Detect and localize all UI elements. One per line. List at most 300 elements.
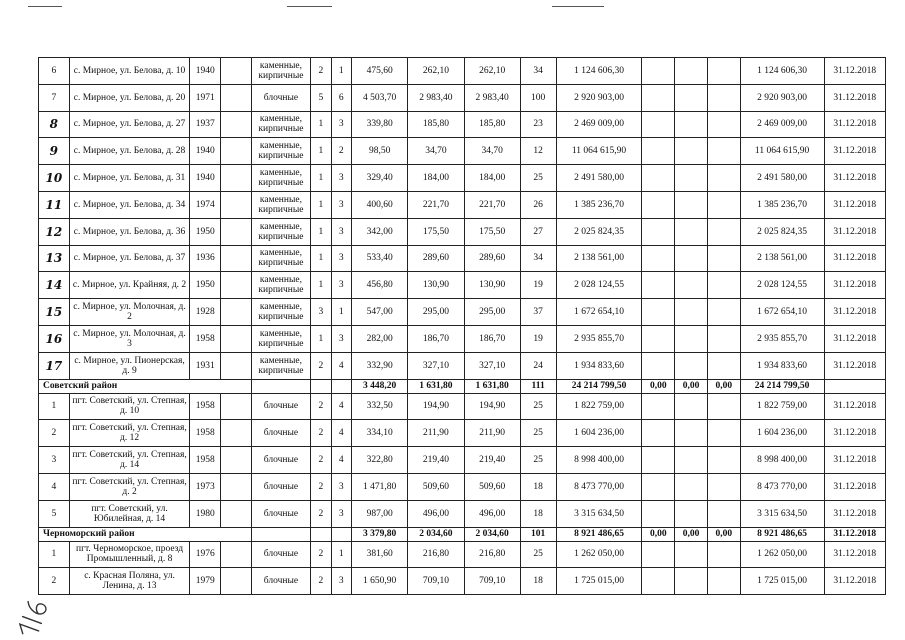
living-area-cell: 496,00 [408,500,464,527]
wall-material-cell: каменные, кирпичные [251,58,310,85]
floors-cell: 2 [311,352,331,379]
residents-count-cell: 100 [520,84,556,111]
fund-cell-2 [675,299,708,326]
address-cell: с. Мирное, ул. Белова, д. 10 [69,58,190,85]
fund-cell-1 [642,272,675,299]
total-area-cell: 98,50 [352,138,408,165]
fund-cell-2 [675,191,708,218]
entrances-cell: 3 [331,191,351,218]
living-area-cell: 509,60 [408,473,464,500]
row-number: 10 [39,165,70,192]
table-row [39,325,886,352]
residents-count-cell: 18 [520,473,556,500]
entrances-cell: 4 [331,352,351,379]
table-row [39,111,886,138]
fund-cell-3 [707,111,740,138]
empty-cell [221,500,252,527]
address-cell: с. Мирное, ул. Белова, д. 34 [69,191,190,218]
address-cell: с. Мирное, ул. Белова, д. 31 [69,165,190,192]
year-cell: 1973 [190,473,221,500]
district-total-row [39,527,886,541]
fund-cell-1 [642,245,675,272]
top-rule-middle [287,6,332,7]
table-row [39,299,886,326]
entrances-cell: 4 [331,393,351,420]
total-area-cell: 339,80 [352,111,408,138]
living-area-cell: 327,10 [408,352,464,379]
row-number: 1 [39,393,70,420]
row-number: 3 [39,447,70,474]
fund-cell-2 [675,393,708,420]
row-number: 15 [39,299,70,326]
wall-material-cell: блочные [251,500,310,527]
fund-cell-2: 0,00 [675,527,708,541]
fund-cell-3 [707,165,740,192]
empty-cell [251,379,310,393]
living-area-cell: 185,80 [408,111,464,138]
year-cell: 1979 [190,568,221,595]
address-cell: с. Мирное, ул. Молочная, д. 3 [69,325,190,352]
fund-cell-1: 0,00 [642,379,675,393]
address-cell: с. Мирное, ул. Пионерская, д. 9 [69,352,190,379]
total-area-cell: 1 650,90 [352,568,408,595]
row-number: 17 [39,352,70,379]
entrances-cell: 3 [331,111,351,138]
empty-cell [221,541,252,568]
cost-cell: 8 473 770,00 [556,473,642,500]
deadline-date-cell: 31.12.2018 [824,245,886,272]
empty-cell [221,245,252,272]
living-area-cell: 130,90 [408,272,464,299]
empty-cell [221,272,252,299]
entrances-cell: 3 [331,568,351,595]
year-cell: 1976 [190,541,221,568]
floors-cell: 1 [311,111,331,138]
row-number: 4 [39,473,70,500]
deadline-date-cell: 31.12.2018 [824,218,886,245]
fund-cell-3 [707,84,740,111]
table-row [39,420,886,447]
living-area-cell: 186,70 [408,325,464,352]
year-cell: 1950 [190,272,221,299]
row-number: 7 [39,84,70,111]
address-cell: с. Мирное, ул. Белова, д. 27 [69,111,190,138]
year-cell: 1936 [190,245,221,272]
total-area-cell: 3 448,20 [352,379,408,393]
total-cost-cell: 2 025 824,35 [740,218,824,245]
table-body [39,58,886,595]
cost-cell: 2 138 561,00 [556,245,642,272]
empty-cell [311,527,331,541]
total-area-cell: 475,60 [352,58,408,85]
entrances-cell: 6 [331,84,351,111]
total-area-cell: 547,00 [352,299,408,326]
wall-material-cell: блочные [251,420,310,447]
floors-cell: 1 [311,325,331,352]
fund-cell-3 [707,447,740,474]
deadline-date-cell: 31.12.2018 [824,84,886,111]
table-row [39,138,886,165]
wall-material-cell: каменные, кирпичные [251,352,310,379]
total-area-cell: 3 379,80 [352,527,408,541]
fund-cell-3 [707,325,740,352]
fund-cell-3 [707,393,740,420]
residents-count-cell: 34 [520,58,556,85]
resident-area-cell: 219,40 [464,447,520,474]
cost-cell: 24 214 799,50 [556,379,642,393]
resident-area-cell: 262,10 [464,58,520,85]
address-cell: с. Мирное, ул. Белова, д. 36 [69,218,190,245]
residents-count-cell: 34 [520,245,556,272]
fund-cell-2 [675,245,708,272]
row-number: 2 [39,568,70,595]
cost-cell: 2 920 903,00 [556,84,642,111]
table-row [39,245,886,272]
total-cost-cell: 1 934 833,60 [740,352,824,379]
deadline-date-cell: 31.12.2018 [824,165,886,192]
entrances-cell: 4 [331,447,351,474]
floors-cell: 2 [311,473,331,500]
wall-material-cell: блочные [251,447,310,474]
wall-material-cell: каменные, кирпичные [251,191,310,218]
wall-material-cell: блочные [251,393,310,420]
wall-material-cell: каменные, кирпичные [251,218,310,245]
entrances-cell: 1 [331,299,351,326]
deadline-date-cell: 31.12.2018 [824,393,886,420]
floors-cell: 1 [311,165,331,192]
fund-cell-1 [642,568,675,595]
resident-area-cell: 327,10 [464,352,520,379]
fund-cell-1 [642,500,675,527]
floors-cell: 2 [311,568,331,595]
empty-cell [221,84,252,111]
fund-cell-3 [707,58,740,85]
living-area-cell: 221,70 [408,191,464,218]
top-rule-right [552,6,604,7]
residents-count-cell: 18 [520,500,556,527]
resident-area-cell: 2 983,40 [464,84,520,111]
residents-count-cell: 23 [520,111,556,138]
year-cell: 1974 [190,191,221,218]
wall-material-cell: каменные, кирпичные [251,272,310,299]
total-cost-cell: 2 935 855,70 [740,325,824,352]
residents-count-cell: 25 [520,393,556,420]
total-cost-cell: 8 998 400,00 [740,447,824,474]
row-number: 1 [39,541,70,568]
row-number: 6 [39,58,70,85]
fund-cell-1 [642,111,675,138]
wall-material-cell: каменные, кирпичные [251,111,310,138]
residents-count-cell: 18 [520,568,556,595]
empty-cell [221,191,252,218]
cost-cell: 1 124 606,30 [556,58,642,85]
fund-cell-2 [675,138,708,165]
total-cost-cell: 1 822 759,00 [740,393,824,420]
residents-count-cell: 101 [520,527,556,541]
deadline-date-cell: 31.12.2018 [824,111,886,138]
top-rule-left [28,6,62,7]
resident-area-cell: 130,90 [464,272,520,299]
entrances-cell: 3 [331,218,351,245]
floors-cell: 2 [311,58,331,85]
fund-cell-3 [707,568,740,595]
resident-area-cell: 496,00 [464,500,520,527]
living-area-cell: 216,80 [408,541,464,568]
row-number: 8 [39,111,70,138]
residents-count-cell: 24 [520,352,556,379]
fund-cell-3 [707,420,740,447]
empty-cell [221,325,252,352]
district-total-row [39,379,886,393]
address-cell: пгт. Советский, ул. Степная, д. 10 [69,393,190,420]
resident-area-cell: 34,70 [464,138,520,165]
entrances-cell: 3 [331,473,351,500]
address-cell: с. Мирное, ул. Крайняя, д. 2 [69,272,190,299]
total-area-cell: 533,40 [352,245,408,272]
empty-cell [221,568,252,595]
entrances-cell: 3 [331,325,351,352]
resident-area-cell: 2 034,60 [464,527,520,541]
total-cost-cell: 1 672 654,10 [740,299,824,326]
living-area-cell: 194,90 [408,393,464,420]
fund-cell-1 [642,352,675,379]
cost-cell: 1 385 236,70 [556,191,642,218]
wall-material-cell: блочные [251,568,310,595]
cost-cell: 2 491 580,00 [556,165,642,192]
address-cell: пгт. Советский, ул. Степная, д. 14 [69,447,190,474]
empty-cell [221,420,252,447]
deadline-date-cell: 31.12.2018 [824,541,886,568]
total-cost-cell: 11 064 615,90 [740,138,824,165]
total-cost-cell: 3 315 634,50 [740,500,824,527]
fund-cell-3 [707,500,740,527]
deadline-date-cell: 31.12.2018 [824,299,886,326]
floors-cell: 5 [311,84,331,111]
fund-cell-1 [642,541,675,568]
fund-cell-2 [675,568,708,595]
resident-area-cell: 289,60 [464,245,520,272]
total-cost-cell: 1 385 236,70 [740,191,824,218]
district-name: Советский район [39,379,252,393]
floors-cell: 1 [311,138,331,165]
empty-cell [221,447,252,474]
total-area-cell: 332,90 [352,352,408,379]
empty-cell [221,58,252,85]
year-cell: 1940 [190,165,221,192]
empty-cell [221,473,252,500]
fund-cell-3 [707,272,740,299]
address-cell: с. Мирное, ул. Молочная, д. 2 [69,299,190,326]
fund-cell-1 [642,138,675,165]
fund-cell-3 [707,218,740,245]
fund-cell-1 [642,420,675,447]
table-row [39,541,886,568]
cost-cell: 2 025 824,35 [556,218,642,245]
cost-cell: 2 469 009,00 [556,111,642,138]
fund-cell-3: 0,00 [707,527,740,541]
residents-count-cell: 27 [520,218,556,245]
residents-count-cell: 25 [520,165,556,192]
residents-count-cell: 19 [520,325,556,352]
cost-cell: 11 064 615,90 [556,138,642,165]
living-area-cell: 262,10 [408,58,464,85]
year-cell: 1931 [190,352,221,379]
wall-material-cell: блочные [251,84,310,111]
empty-cell [311,379,331,393]
table-row [39,568,886,595]
total-area-cell: 987,00 [352,500,408,527]
deadline-date-cell: 31.12.2018 [824,568,886,595]
deadline-date-cell: 31.12.2018 [824,420,886,447]
fund-cell-2 [675,84,708,111]
row-number: 16 [39,325,70,352]
address-cell: с. Красная Поляна, ул. Ленина, д. 13 [69,568,190,595]
floors-cell: 1 [311,218,331,245]
row-number: 5 [39,500,70,527]
cost-cell: 1 725 015,00 [556,568,642,595]
deadline-date-cell: 31.12.2018 [824,58,886,85]
entrances-cell: 3 [331,165,351,192]
address-cell: с. Мирное, ул. Белова, д. 20 [69,84,190,111]
total-area-cell: 282,00 [352,325,408,352]
deadline-date-cell: 31.12.2018 [824,325,886,352]
fund-cell-3 [707,473,740,500]
entrances-cell: 3 [331,272,351,299]
fund-cell-2 [675,500,708,527]
year-cell: 1937 [190,111,221,138]
empty-cell [251,527,310,541]
total-area-cell: 456,80 [352,272,408,299]
total-area-cell: 1 471,80 [352,473,408,500]
deadline-date-cell: 31.12.2018 [824,473,886,500]
address-cell: пгт. Черноморское, проезд Промышленный, д. 8 [69,541,190,568]
year-cell: 1940 [190,138,221,165]
resident-area-cell: 211,90 [464,420,520,447]
table-row [39,84,886,111]
entrances-cell: 2 [331,138,351,165]
fund-cell-1 [642,218,675,245]
address-cell: пгт. Советский, ул. Степная, д. 2 [69,473,190,500]
total-area-cell: 400,60 [352,191,408,218]
year-cell: 1940 [190,58,221,85]
living-area-cell: 34,70 [408,138,464,165]
wall-material-cell: каменные, кирпичные [251,325,310,352]
resident-area-cell: 186,70 [464,325,520,352]
residents-count-cell: 25 [520,420,556,447]
fund-cell-3: 0,00 [707,379,740,393]
total-cost-cell: 1 262 050,00 [740,541,824,568]
living-area-cell: 709,10 [408,568,464,595]
resident-area-cell: 194,90 [464,393,520,420]
cost-cell: 8 921 486,65 [556,527,642,541]
table-row [39,191,886,218]
residents-count-cell: 37 [520,299,556,326]
resident-area-cell: 216,80 [464,541,520,568]
empty-cell [221,111,252,138]
total-cost-cell: 1 124 606,30 [740,58,824,85]
floors-cell: 2 [311,500,331,527]
empty-cell [331,527,351,541]
fund-cell-3 [707,191,740,218]
cost-cell: 1 262 050,00 [556,541,642,568]
fund-cell-2 [675,325,708,352]
entrances-cell: 1 [331,58,351,85]
housing-register-table [38,57,886,595]
entrances-cell: 1 [331,541,351,568]
row-number: 13 [39,245,70,272]
fund-cell-1 [642,191,675,218]
total-cost-cell: 2 491 580,00 [740,165,824,192]
total-cost-cell: 24 214 799,50 [740,379,824,393]
living-area-cell: 2 034,60 [408,527,464,541]
resident-area-cell: 709,10 [464,568,520,595]
fund-cell-1 [642,299,675,326]
total-cost-cell: 2 028 124,55 [740,272,824,299]
cost-cell: 1 822 759,00 [556,393,642,420]
resident-area-cell: 509,60 [464,473,520,500]
fund-cell-3 [707,299,740,326]
total-area-cell: 4 503,70 [352,84,408,111]
fund-cell-2 [675,352,708,379]
deadline-date-cell: 31.12.2018 [824,447,886,474]
residents-count-cell: 19 [520,272,556,299]
cost-cell: 3 315 634,50 [556,500,642,527]
table-row [39,500,886,527]
row-number: 12 [39,218,70,245]
cost-cell: 2 935 855,70 [556,325,642,352]
year-cell: 1958 [190,447,221,474]
resident-area-cell: 185,80 [464,111,520,138]
empty-cell [221,165,252,192]
resident-area-cell: 295,00 [464,299,520,326]
total-cost-cell: 2 920 903,00 [740,84,824,111]
fund-cell-1 [642,473,675,500]
total-area-cell: 329,40 [352,165,408,192]
table-row [39,165,886,192]
table-row [39,58,886,85]
floors-cell: 3 [311,299,331,326]
resident-area-cell: 184,00 [464,165,520,192]
total-area-cell: 334,10 [352,420,408,447]
fund-cell-3 [707,352,740,379]
fund-cell-1 [642,84,675,111]
table-row [39,473,886,500]
living-area-cell: 2 983,40 [408,84,464,111]
fund-cell-2 [675,473,708,500]
total-cost-cell: 2 469 009,00 [740,111,824,138]
total-area-cell: 322,80 [352,447,408,474]
empty-cell [221,138,252,165]
year-cell: 1971 [190,84,221,111]
resident-area-cell: 1 631,80 [464,379,520,393]
deadline-date-cell: 31.12.2018 [824,191,886,218]
cost-cell: 1 672 654,10 [556,299,642,326]
fund-cell-2 [675,218,708,245]
year-cell: 1958 [190,393,221,420]
floors-cell: 2 [311,393,331,420]
total-cost-cell: 8 921 486,65 [740,527,824,541]
fund-cell-2 [675,165,708,192]
year-cell: 1928 [190,299,221,326]
resident-area-cell: 175,50 [464,218,520,245]
deadline-date-cell: 31.12.2018 [824,138,886,165]
fund-cell-2 [675,111,708,138]
floors-cell: 1 [311,272,331,299]
living-area-cell: 175,50 [408,218,464,245]
floors-cell: 2 [311,420,331,447]
wall-material-cell: блочные [251,473,310,500]
wall-material-cell: каменные, кирпичные [251,245,310,272]
